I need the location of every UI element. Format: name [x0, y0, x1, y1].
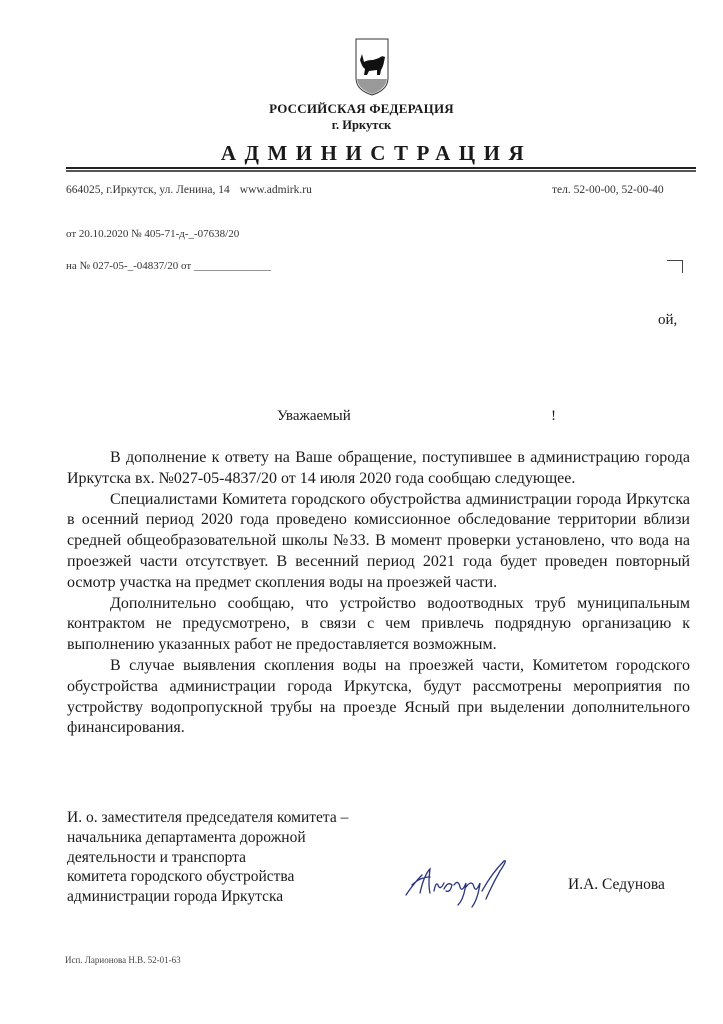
letterhead-divider — [66, 167, 696, 173]
incoming-reference: на № 027-05-_-04837/20 от ______________ — [66, 260, 271, 272]
signatory-name: И.А. Седунова — [568, 876, 665, 893]
salutation-exclamation: ! — [551, 408, 556, 424]
addressee-fragment: ой, — [658, 312, 678, 328]
address-text: 664025, г.Иркутск, ул. Ленина, 14 — [66, 184, 230, 196]
handwritten-signature-icon — [400, 855, 515, 910]
signatory-title-line: комитета городского обустройства — [67, 868, 295, 886]
country-name: РОССИЙСКАЯ ФЕДЕРАЦИЯ — [269, 101, 454, 116]
organization-address — [66, 184, 312, 196]
salutation: Уважаемый — [277, 408, 351, 424]
website-link[interactable]: www.admirk.ru — [239, 184, 312, 196]
signatory-title-line: И. о. заместителя председателя комитета – — [67, 809, 349, 826]
body-paragraph: Дополнительно сообщаю, что устройство водоотводных труб муниципальным контрактом не предусмотрено, в связи с чем привлечь подрядную организацию к выполнению указанных работ не предоставляется возможным. — [67, 594, 690, 654]
signatory-title-line: администрации города Иркутска — [67, 888, 284, 906]
outgoing-reference: от 20.10.2020 № 405-71-д-_-07638/20 — [66, 228, 240, 240]
signatory-title — [67, 808, 348, 907]
body-paragraph: Специалистами Комитета городского обустройства администрации города Иркутска в осенний период 2020 года проведено комиссионное обследование территории вблизи средней общеобразовательной школы №33. В момент проверки установлено, что вода на проезжей части отсутствует. В весенний период 2021 года будет проведен повторный осмотр участка на предмет скопления воды на проезжей части. — [67, 490, 690, 591]
signatory-title-line: деятельности и транспорта — [67, 848, 246, 866]
city-name: г. Иркутск — [331, 118, 392, 132]
coat-of-arms-icon — [355, 38, 389, 96]
letter-body — [67, 448, 690, 739]
addressee-corner-mark — [667, 260, 683, 273]
body-paragraph: В дополнение к ответу на Ваше обращение, поступившее в администрацию города Иркутска вх. №027-05-4837/20 от 14 июля 2020 года сообщаю следующее. — [67, 449, 690, 487]
signatory-title-line: начальника департамента дорожной — [67, 828, 306, 846]
executor-note: Исп. Ларионова Н.В. 52-01-63 — [65, 955, 181, 965]
body-paragraph: В случае выявления скопления воды на проезжей части, Комитетом городского обустройства администрации города Иркутска, будут рассмотрены мероприятия по устройству водопропускной трубы на проезде Ясный при выделении дополнительного финансирования. — [67, 656, 690, 737]
organization-title: АДМИНИСТРАЦИЯ — [220, 141, 533, 165]
organization-phone: тел. 52-00-00, 52-00-40 — [552, 184, 664, 196]
